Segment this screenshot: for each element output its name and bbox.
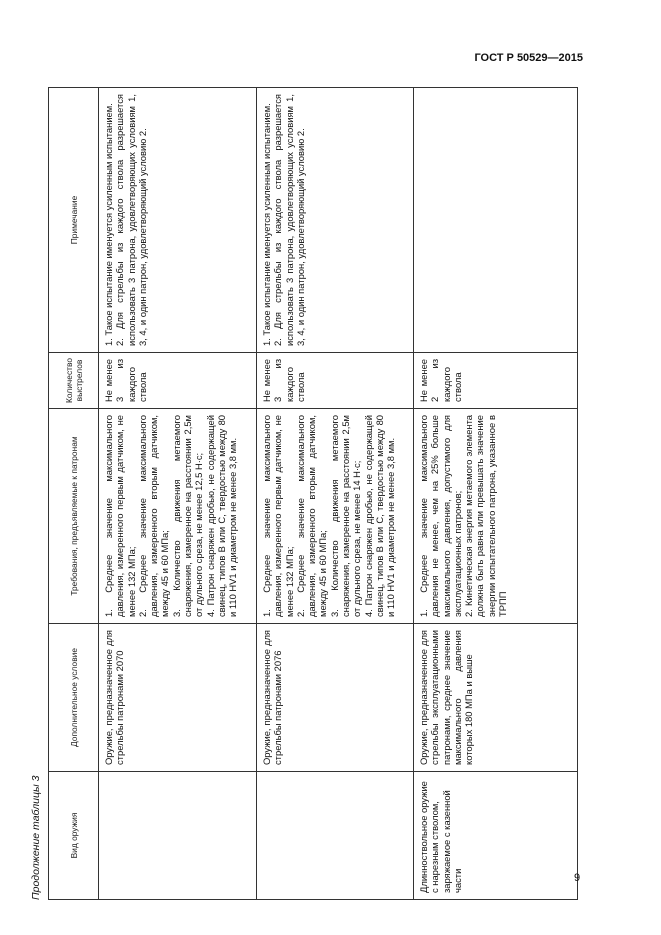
requirement-item: 4. Патрон снаряжен дробью, не содержащей свинец, типов В или С, твердостью между 80 и 110 HV1 и диаметром не менее 3,8 мм. bbox=[362, 415, 397, 617]
column-header: Вид оружия bbox=[49, 772, 99, 900]
weapon-kind-cell: Длинноствольное оружие с нарезным стволом, заряжаемое с казенной части bbox=[414, 772, 578, 900]
note-item: 1. Такое испытание именуется усиленным испытанием. bbox=[261, 103, 272, 346]
condition-cell: Оружие, предназначенное для стрельбы эксплуатационными патронами, среднее значение максимального давления которых 180 МПа и выше bbox=[414, 624, 578, 772]
condition-cell: Оружие, предназначенное для стрельбы патронами 2076 bbox=[257, 624, 414, 772]
column-header: Дополнительное условие bbox=[49, 624, 99, 772]
requirement-item: 1. Среднее значение максимального давления не менее, чем на 25% больше максимального давления, допустимого для эксплуатационных патронов; bbox=[418, 415, 463, 617]
shots-cell: Не менее 3 из каждого ствола bbox=[257, 353, 414, 409]
note-item: 2. Для стрельбы из каждого ствола разрешается использовать 3 патрона, удовлетворяющих условиям 1, 3, 4, и один патрон, удовлетворяющий условию 2. bbox=[114, 94, 148, 346]
requirements-cell bbox=[257, 409, 414, 624]
notes-cell bbox=[414, 88, 578, 353]
shots-cell: Не менее 2 из каждого ствола bbox=[414, 353, 578, 409]
requirement-item: 3. Количество движения метаемого снаряжения, измеренное на расстоянии 2,5м от дульного среза, не менее 14 Н·с; bbox=[328, 415, 363, 617]
table-row bbox=[99, 88, 257, 900]
note-item: 1. Такое испытание именуется усиленным испытанием. bbox=[103, 103, 114, 346]
table-caption: Продолжение таблицы 3 bbox=[30, 775, 42, 900]
notes-cell bbox=[99, 88, 257, 353]
document-header: ГОСТ Р 50529—2015 bbox=[474, 52, 583, 64]
column-header: Примечание bbox=[49, 88, 99, 353]
requirements-table bbox=[48, 87, 581, 900]
table-row bbox=[414, 88, 578, 900]
requirement-item: 4. Патрон снаряжен дробью, не содержащей свинец, типов В или С, твердостью между 80 и 110 HV1 и диаметром не менее 3,8 мм. bbox=[204, 415, 239, 617]
note-item: 2. Для стрельбы из каждого ствола разрешается использовать 3 патрона, удовлетворяющих условиям 1, 3, 4, и один патрон, удовлетворяющий условию 2. bbox=[272, 94, 306, 346]
requirement-item: 1. Среднее значение максимального давления, измеренного первым датчиком, не менее 132 МПа; bbox=[103, 415, 137, 617]
condition-cell: Оружие, предназначенное для стрельбы патронами 2070 bbox=[99, 624, 257, 772]
requirement-item: 3. Количество движения метаемого снаряжения, измеренное на расстоянии 2,5м от дульного среза, не менее 12,5 Н·с; bbox=[170, 415, 205, 617]
table-row bbox=[257, 88, 414, 900]
requirement-item: 2. Среднее значение максимального давления, измеренного вторым датчиком, между 45 и 60 МПа; bbox=[136, 415, 171, 617]
shots-cell: Не менее 3 из каждого ствола bbox=[99, 353, 257, 409]
requirement-item: 1. Среднее значение максимального давления, измеренного первым датчиком, не менее 132 МПа; bbox=[261, 415, 295, 617]
page-number: 9 bbox=[574, 872, 581, 884]
weapon-kind-cell bbox=[257, 772, 414, 900]
requirements-cell bbox=[99, 409, 257, 624]
requirement-item: 2. Среднее значение максимального давления, измеренного вторым датчиком, между 45 и 60 МПа; bbox=[294, 415, 329, 617]
table-header-row bbox=[49, 88, 99, 900]
requirements-cell bbox=[414, 409, 578, 624]
weapon-kind-cell bbox=[99, 772, 257, 900]
rotated-table-block bbox=[30, 88, 592, 900]
column-header: Требования, предъявляемые к патронам bbox=[49, 409, 99, 624]
notes-cell bbox=[257, 88, 414, 353]
column-header: Количество выстрелов bbox=[49, 353, 99, 409]
requirement-item: 2. Кинетическая энергия метаемого элемента должна быть равна или превышать значение энергии испытательного патрона, указанное в ТРПП bbox=[463, 415, 509, 617]
